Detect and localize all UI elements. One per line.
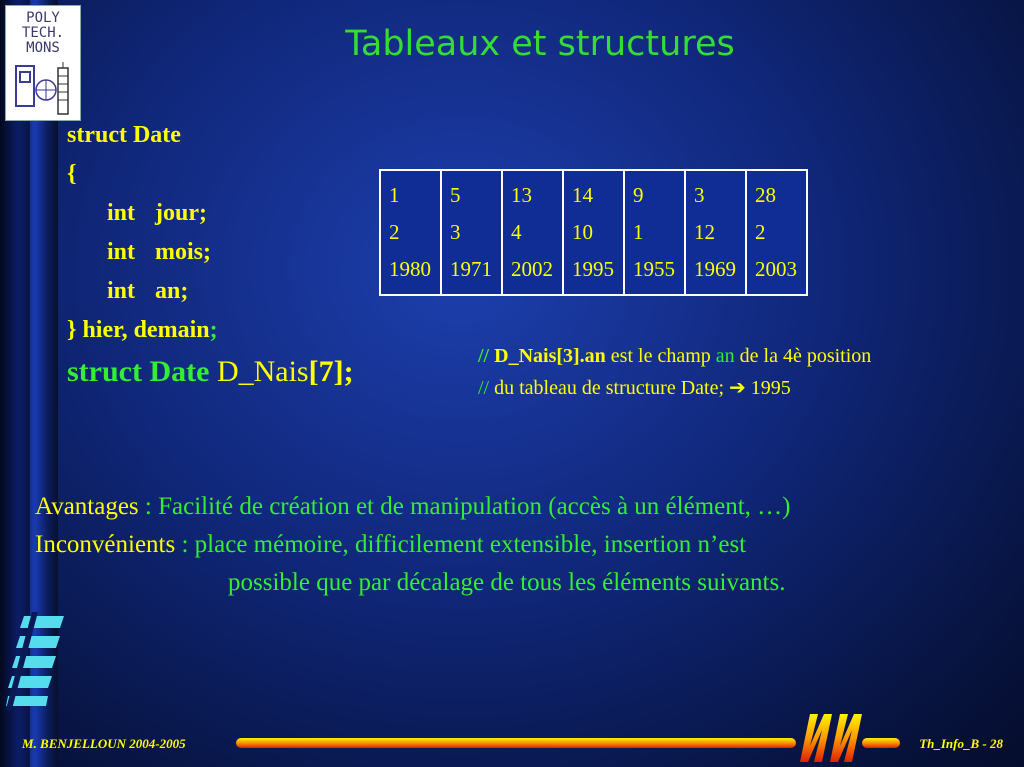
comment-line-1: // D_Nais[3].an est le champ an de la 4è position — [478, 345, 872, 367]
logo-line-3: MONS — [26, 40, 60, 56]
advantages-line: Avantages : Facilité de création et de manipulation (accès à un élément, …) — [35, 493, 791, 520]
footer-decorative-bar — [236, 738, 796, 748]
code-comment — [478, 340, 871, 404]
code-close-line: } hier, demain; — [67, 317, 218, 343]
disadvantages-line: Inconvénients : place mémoire, difficilement extensible, insertion n’est — [35, 531, 747, 558]
struct-code-block — [67, 116, 354, 394]
code-field-an: int an; — [107, 278, 189, 304]
table-cell: 3 12 1969 — [685, 170, 746, 295]
polytech-mons-logo — [5, 5, 81, 121]
table-cell: 28 2 2003 — [746, 170, 807, 295]
footer-author: M. BENJELLOUN 2004-2005 — [22, 736, 186, 751]
table-cell: 5 3 1971 — [441, 170, 502, 295]
page-number: 28 — [990, 736, 1003, 751]
logo-line-2: TECH. — [21, 25, 65, 41]
footer-course: Th_Info_B — [919, 736, 980, 751]
table-row — [380, 170, 807, 295]
comment-line-2: // du tableau de structure Date; ➔ 1995 — [478, 377, 791, 399]
code-open-brace: { — [67, 161, 77, 187]
dates-table — [379, 169, 808, 296]
table-cell: 9 1 1955 — [624, 170, 685, 295]
disadvantages-line-2: possible que par décalage de tous les éléments suivants. — [228, 569, 786, 596]
footer-separator: - — [979, 736, 990, 751]
footer-logo-icon — [796, 712, 866, 764]
table-cell: 1 2 1980 — [380, 170, 441, 295]
footer-page-info — [868, 736, 1003, 752]
logo-line-1: POLY — [26, 10, 60, 26]
logo-emblem-icon — [12, 60, 76, 118]
arrow-right-icon: ➔ — [729, 377, 746, 399]
pros-cons-text — [35, 488, 791, 602]
code-declaration: struct Date D_Nais[7]; — [67, 355, 354, 388]
code-field-jour: int jour; — [107, 200, 207, 226]
slashes-decoration-icon — [6, 612, 68, 710]
code-field-mois: int mois; — [107, 239, 212, 265]
table-cell: 14 10 1995 — [563, 170, 624, 295]
table-cell: 13 4 2002 — [502, 170, 563, 295]
code-struct-line: struct Date — [67, 122, 181, 148]
slide-title: Tableaux et structures — [345, 24, 735, 64]
